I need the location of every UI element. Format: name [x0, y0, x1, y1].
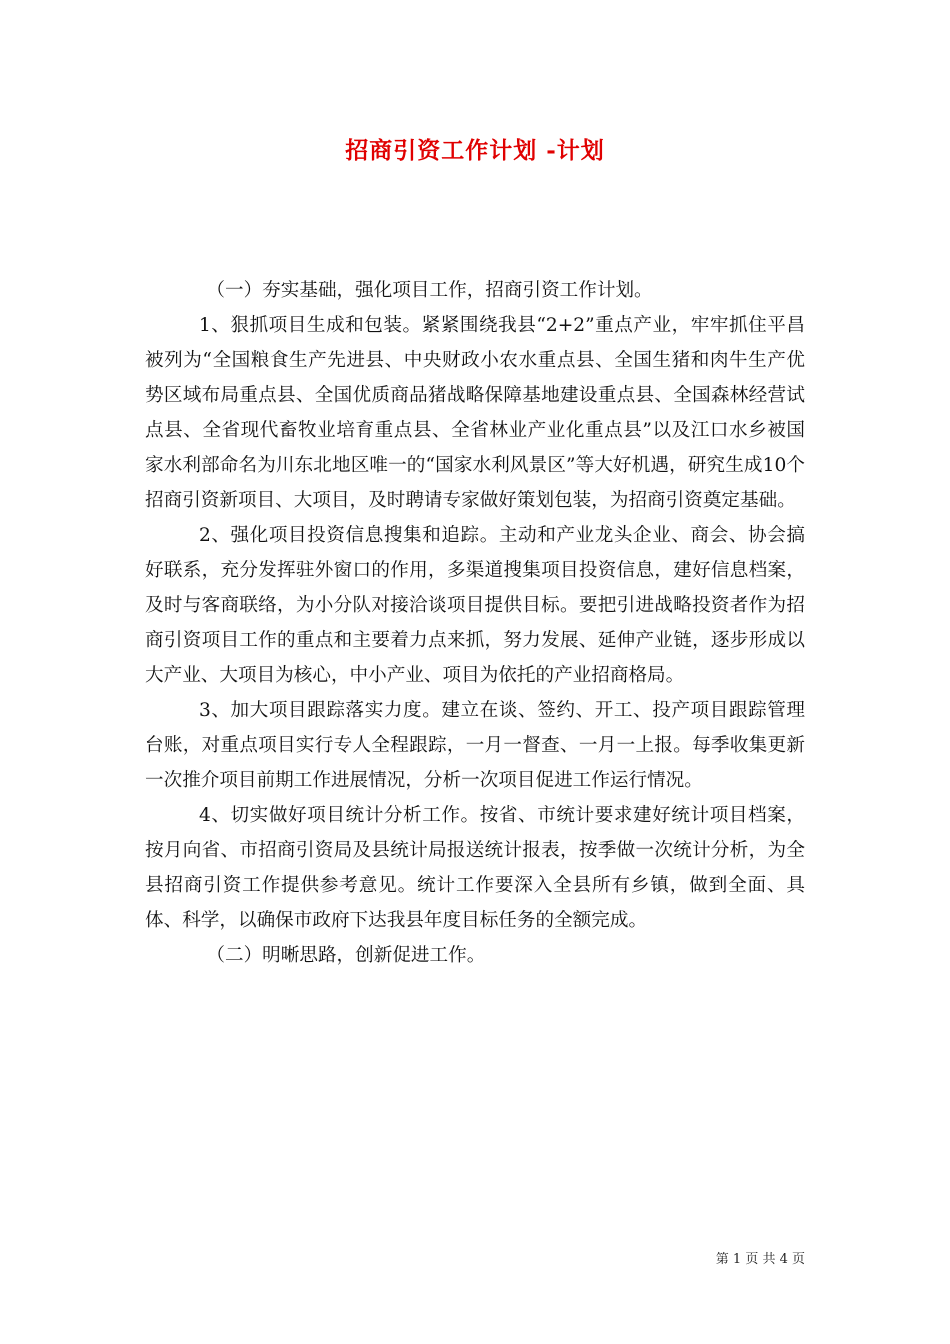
section-heading-1: （一）夯实基础，强化项目工作，招商引资工作计划。 [206, 280, 653, 301]
paragraph-item-3: 3、加大项目跟踪落实力度。建立在谈、签约、开工、投产项目跟踪管理台账，对重点项目实行专人全程跟踪，一月一督查、一月一上报。每季收集更新一次推介项目前期工作进展情况，分析一次项目促进工作运行情况。 [145, 700, 805, 791]
paragraph-item-2: 2、强化项目投资信息搜集和追踪。主动和产业龙头企业、商会、协会搞好联系，充分发挥驻外窗口的作用，多渠道搜集项目投资信息，建好信息档案，及时与客商联络，为小分队对接洽谈项目提供目标。要把引进战略投资者作为招商引资项目工作的重点和主要着力点来抓，努力发展、延伸产业链，逐步形成以大产业、大项目为核心，中小产业、项目为依托的产业招商格局。 [145, 525, 805, 686]
section-heading-2: （二）明晰思路，创新促进工作。 [206, 945, 486, 966]
page-footer: 第 1 页 共 4 页 [715, 1252, 805, 1267]
paragraph-item-4: 4、切实做好项目统计分析工作。按省、市统计要求建好统计项目档案，按月向省、市招商引资局及县统计局报送统计报表，按季做一次统计分析，为全县招商引资工作提供参考意见。统计工作要深入全县所有乡镇，做到全面、具体、科学，以确保市政府下达我县年度目标任务的全额完成。 [145, 805, 805, 931]
document-title: 招商引资工作计划 -计划 [345, 137, 605, 164]
paragraph-item-1: 1、狠抓项目生成和包装。紧紧围绕我县“2+2”重点产业，牢牢抓住平昌被列为“全国粮食生产先进县、中央财政小农水重点县、全国生猪和肉牛生产优势区域布局重点县、全国优质商品猪战略保障基地建设重点县、全国森林经营试点县、全省现代畜牧业培育重点县、全省林业产业化重点县”以及江口水乡被国家水利部命名为川东北地区唯一的“国家水利风景区”等大好机遇，研究生成10个招商引资新项目、大项目，及时聘请专家做好策划包装，为招商引资奠定基础。 [145, 315, 805, 511]
document-body [145, 273, 805, 973]
